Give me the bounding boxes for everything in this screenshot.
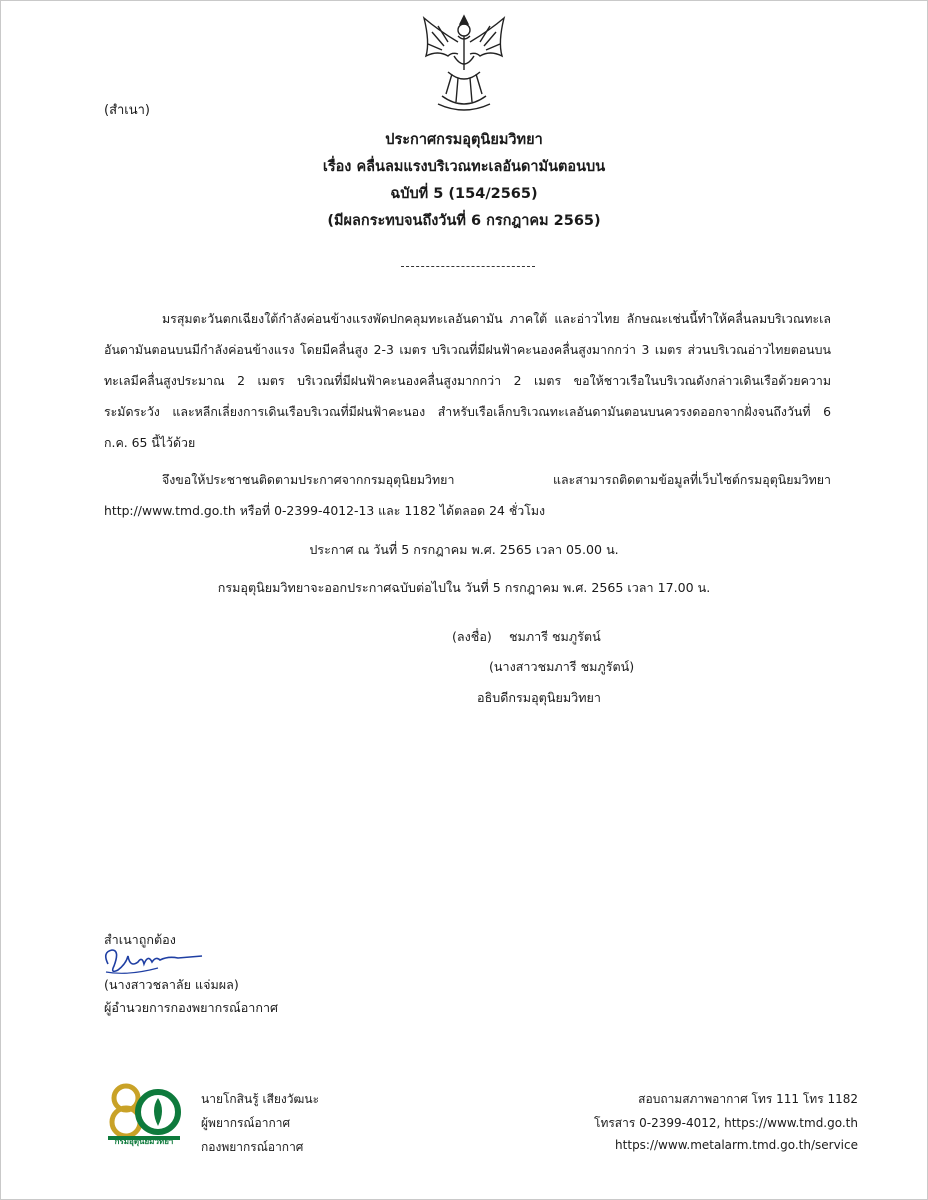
issued-at: ประกาศ ณ วันที่ 5 กรกฎาคม พ.ศ. 2565 เวลา 05.00 น. [309,542,619,557]
certified-copy-label: สำเนาถูกต้อง [104,932,176,947]
certifier-title: ผู้อำนวยการกองพยากรณ์อากาศ [104,1000,279,1015]
forecaster-division: กองพยากรณ์อากาศ [201,1140,304,1154]
signature-name: ชมภารี ชมภูรัตน์ [509,629,601,644]
copy-mark: (สำเนา) [104,103,151,118]
signature-label: (ลงชื่อ) [452,629,492,644]
announcement-issue-number: ฉบับที่ 5 (154/2565) [390,186,538,202]
body-paragraph-2: จึงขอให้ประชาชนติดตามประกาศจากกรมอุตุนิยมวิทยา และสามารถติดตามข้อมูลที่เว็บไซต์กรมอุตุนิยมวิทยา http://www.tmd.go.th หรือที่ 0-2399-4012-13 และ 1182 ได้ตลอด 24 ชั่วโมง [104,472,831,518]
announcement-effective-date: (มีผลกระทบจนถึงวันที่ 6 กรกฎาคม 2565) [327,213,601,229]
announcement-subject: เรื่อง คลื่นลมแรงบริเวณทะเลอันดามันตอนบน [322,159,606,175]
next-issue: กรมอุตุนิยมวิทยาจะออกประกาศฉบับต่อไปใน วันที่ 5 กรกฎาคม พ.ศ. 2565 เวลา 17.00 น. [217,580,711,595]
contact-metalarm-link[interactable]: https://www.metalarm.tmd.go.th/service [615,1138,858,1152]
announcement-title: ประกาศกรมอุตุนิยมวิทยา [385,132,543,148]
body-paragraph-1: มรสุมตะวันตกเฉียงใต้กำลังค่อนข้างแรงพัดปกคลุมทะเลอันดามัน ภาคใต้ และอ่าวไทย ลักษณะเช่นนี้ทำให้คลื่นลมบริเวณทะเลอันดามันตอนบนมีกำลังค่อนข้างแรง โดยมีคลื่นสูง 2-3 เมตร บริเวณที่มีฝนฟ้าคะนองคลื่นสูงมากกว่า 3 เมตร ส่วนบริเวณอ่าวไทยตอนบนทะเลมีคลื่นสูงประมาณ 2 เมตร บริเวณที่มีฝนฟ้าคะนองคลื่นสูงมากกว่า 2 เมตร ขอให้ชาวเรือในบริเวณดังกล่าวเดินเรือด้วยความระมัดระวัง และหลีกเลี่ยงการเดินเรือบริเวณที่มีฝนฟ้าคะนอง สำหรับเรือเล็กบริเวณทะเลอันดามันตอนบนควรงดออกจากฝั่งจนถึงวันที่ 6 ก.ค. 65 นี้ไว้ด้วย [104,311,831,450]
forecaster-role: ผู้พยากรณ์อากาศ [201,1116,291,1130]
contact-phone: สอบถามสภาพอากาศ โทร 111 โทร 1182 [638,1092,858,1106]
certifier-name: (นางสาวชลาลัย แจ่มผล) [104,977,239,992]
garuda-emblem-icon [418,12,510,116]
header-divider [401,266,535,267]
contact-fax-website[interactable]: โทรสาร 0-2399-4012, https://www.tmd.go.th [594,1116,858,1130]
signatory-full-name: (นางสาวชมภารี ชมภูรัตน์) [489,659,635,674]
signatory-title: อธิบดีกรมอุตุนิยมวิทยา [477,690,601,705]
handwritten-signature-icon [98,942,206,978]
logo-caption: กรมอุตุนิยมวิทยา [114,1137,174,1146]
forecaster-name: นายโกสินรู้ เสียงวัฒนะ [201,1092,320,1106]
announcement-header [0,127,928,235]
